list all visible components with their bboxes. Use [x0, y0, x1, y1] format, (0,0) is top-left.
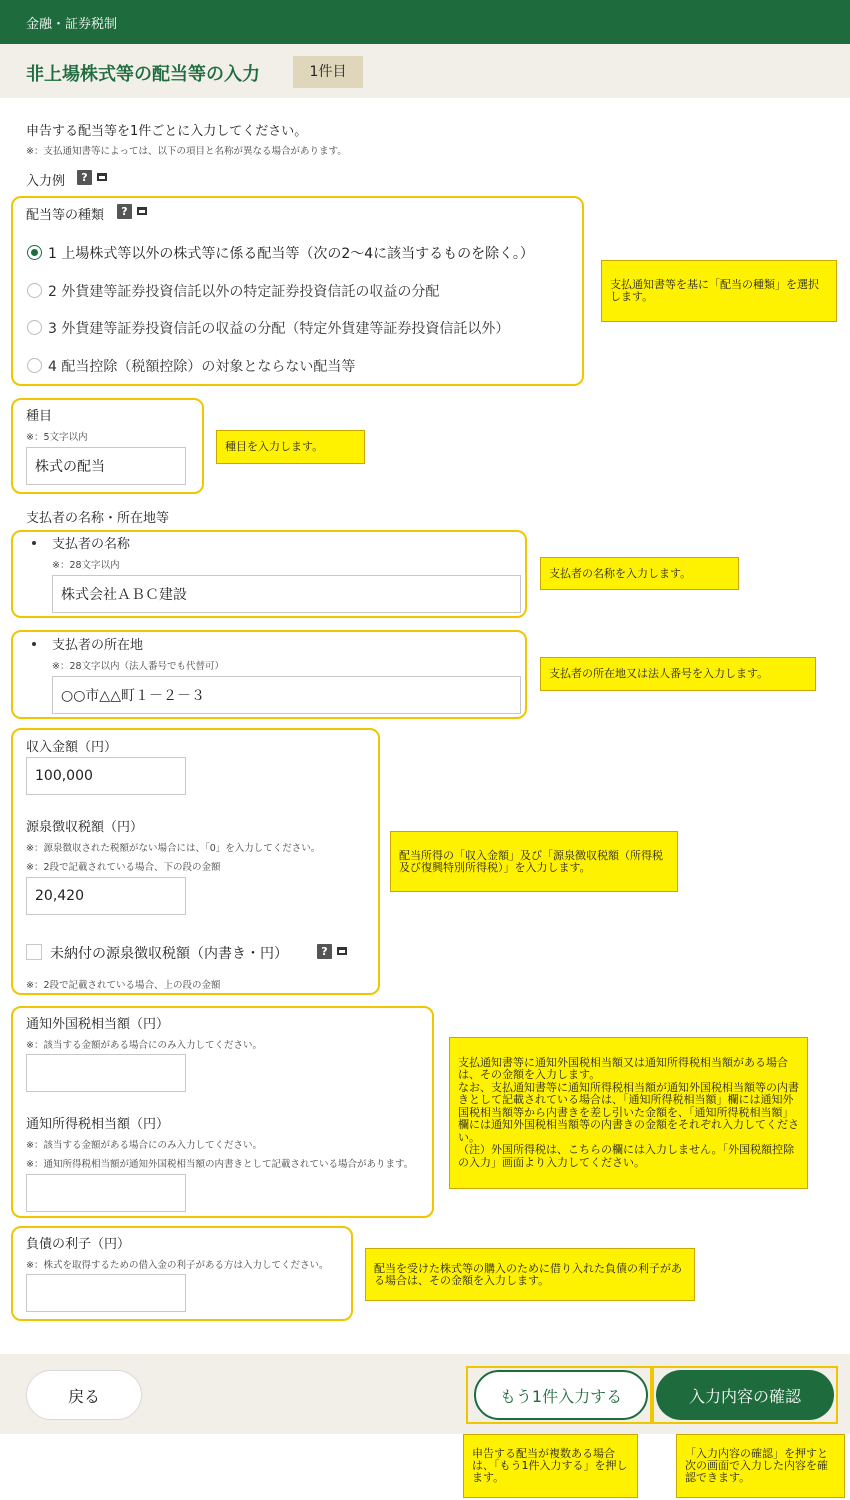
foreign-tax-label: 通知外国税相当額（円）: [26, 1017, 170, 1032]
confirm-button[interactable]: 入力内容の確認: [656, 1370, 834, 1420]
help-icon[interactable]: ?: [117, 204, 132, 219]
withholding-note-1: ※：源泉徴収された税額がない場合には、「0」を入力してください。: [26, 843, 321, 854]
footer-bar: [0, 1354, 850, 1434]
bullet: [32, 642, 36, 646]
item-label: 種目: [26, 409, 53, 424]
dividend-type-radio-3[interactable]: [27, 320, 42, 335]
income-input[interactable]: 100,000: [26, 757, 186, 795]
income-label: 収入金額（円）: [26, 740, 118, 755]
dividend-type-radio-4[interactable]: [27, 358, 42, 373]
top-bar: [0, 0, 850, 44]
help-icon[interactable]: ?: [77, 170, 92, 185]
unpaid-withholding-note: ※：2段で記載されている場合、上の段の金額: [26, 980, 221, 991]
page-title: 非上場株式等の配当等の入力: [26, 64, 260, 85]
unpaid-withholding-label[interactable]: 未納付の源泉徴収税額（内書き・円）: [50, 946, 288, 962]
withholding-note-2: ※：2段で記載されている場合、下の段の金額: [26, 862, 221, 873]
dividend-type-option-4[interactable]: 4 配当控除（税額控除）の対象とならない配当等: [48, 359, 356, 375]
payer-name-label: 支払者の名称: [52, 537, 131, 552]
callout-debt-interest: 配当を受けた株式等の購入のために借り入れた負債の利子がある場合は、その金額を入力します。: [365, 1248, 695, 1301]
withholding-label: 源泉徴収税額（円）: [26, 820, 144, 835]
new-window-icon[interactable]: [137, 207, 147, 215]
title-bar: [0, 44, 850, 98]
payer-name-input[interactable]: 株式会社ＡＢＣ建設: [52, 575, 521, 613]
income-tax-equivalent-note-1: ※：該当する金額がある場合にのみ入力してください。: [26, 1140, 262, 1151]
dividend-type-option-3[interactable]: 3 外貨建等証券投資信託の収益の分配（特定外貨建等証券投資信託以外）: [48, 321, 510, 337]
count-badge: 1件目: [293, 56, 363, 88]
item-note: ※：5文字以内: [26, 432, 88, 443]
income-tax-equivalent-label: 通知所得税相当額（円）: [26, 1117, 170, 1132]
callout-income: 配当所得の「収入金額」及び「源泉徴収税額（所得税及び復興特別所得税）」を入力します。: [390, 831, 678, 892]
item-input[interactable]: 株式の配当: [26, 447, 186, 485]
dividend-type-option-2[interactable]: 2 外貨建等証券投資信託以外の特定証券投資信託の収益の分配: [48, 284, 440, 300]
debt-interest-label: 負債の利子（円）: [26, 1237, 131, 1252]
foreign-tax-input[interactable]: [26, 1054, 186, 1092]
unpaid-withholding-checkbox[interactable]: [26, 944, 42, 960]
payer-address-label: 支払者の所在地: [52, 638, 144, 653]
payer-section-label: 支払者の名称・所在地等: [26, 511, 170, 526]
callout-dividend-type: 支払通知書等を基に「配当の種類」を選択します。: [601, 260, 837, 322]
new-window-icon[interactable]: [97, 173, 107, 181]
foreign-tax-note: ※：該当する金額がある場合にのみ入力してください。: [26, 1040, 262, 1051]
callout-confirm: 「入力内容の確認」を押すと次の画面で入力した内容を確認できます。: [676, 1434, 845, 1498]
intro-note: ※：支払通知書等によっては、以下の項目と名称が異なる場合があります。: [26, 146, 347, 157]
payer-address-input[interactable]: ○○市△△町１－２－３: [52, 676, 521, 714]
dividend-type-label: 配当等の種類: [26, 208, 105, 223]
debt-interest-note: ※：株式を取得するための借入金の利子がある方は入力してください。: [26, 1260, 329, 1271]
income-tax-equivalent-input[interactable]: [26, 1174, 186, 1212]
withholding-input[interactable]: 20,420: [26, 877, 186, 915]
callout-item: 種目を入力します。: [216, 430, 365, 464]
income-tax-equivalent-note-2: ※：通知所得税相当額が通知外国税相当額の内書きとして記載されている場合があります。: [26, 1159, 414, 1170]
bullet: [32, 541, 36, 545]
debt-interest-input[interactable]: [26, 1274, 186, 1312]
category-label: 金融・証券税制: [26, 17, 118, 32]
add-another-button[interactable]: もう1件入力する: [474, 1370, 648, 1420]
callout-payer-address: 支払者の所在地又は法人番号を入力します。: [540, 657, 816, 691]
dividend-type-radio-1[interactable]: [27, 245, 42, 260]
example-label: 入力例: [26, 174, 66, 189]
callout-payer-name: 支払者の名称を入力します。: [540, 557, 739, 590]
back-button[interactable]: 戻る: [26, 1370, 142, 1420]
callout-add-another: 申告する配当が複数ある場合は、「もう1件入力する」を押します。: [463, 1434, 638, 1498]
callout-foreign-tax: 支払通知書等に通知外国税相当額又は通知所得税相当額がある場合は、その金額を入力します。 なお、支払通知書等に通知所得税相当額が通知外国税相当額等の内書きとして記載されている場合は、「通知所得税相当額」欄には通知外国税相当額等から内書きを差し引いた金額を、「通知所得税相当額」欄には通知外国税相当額等の内書きの金額をそれぞれ入力してください。 （注）外国所得税は、こちらの欄には入力しません。「外国税額控除の入力」画面より入力してください。: [449, 1037, 808, 1189]
new-window-icon[interactable]: [337, 947, 347, 955]
payer-name-note: ※：28文字以内: [52, 560, 120, 571]
dividend-type-option-1[interactable]: 1 上場株式等以外の株式等に係る配当等（次の2～4に該当するものを除く。）: [48, 246, 534, 262]
intro-text: 申告する配当等を1件ごとに入力してください。: [26, 124, 308, 139]
payer-address-note: ※：28文字以内（法人番号でも代替可）: [52, 661, 225, 672]
dividend-type-radio-2[interactable]: [27, 283, 42, 298]
help-icon[interactable]: ?: [317, 944, 332, 959]
